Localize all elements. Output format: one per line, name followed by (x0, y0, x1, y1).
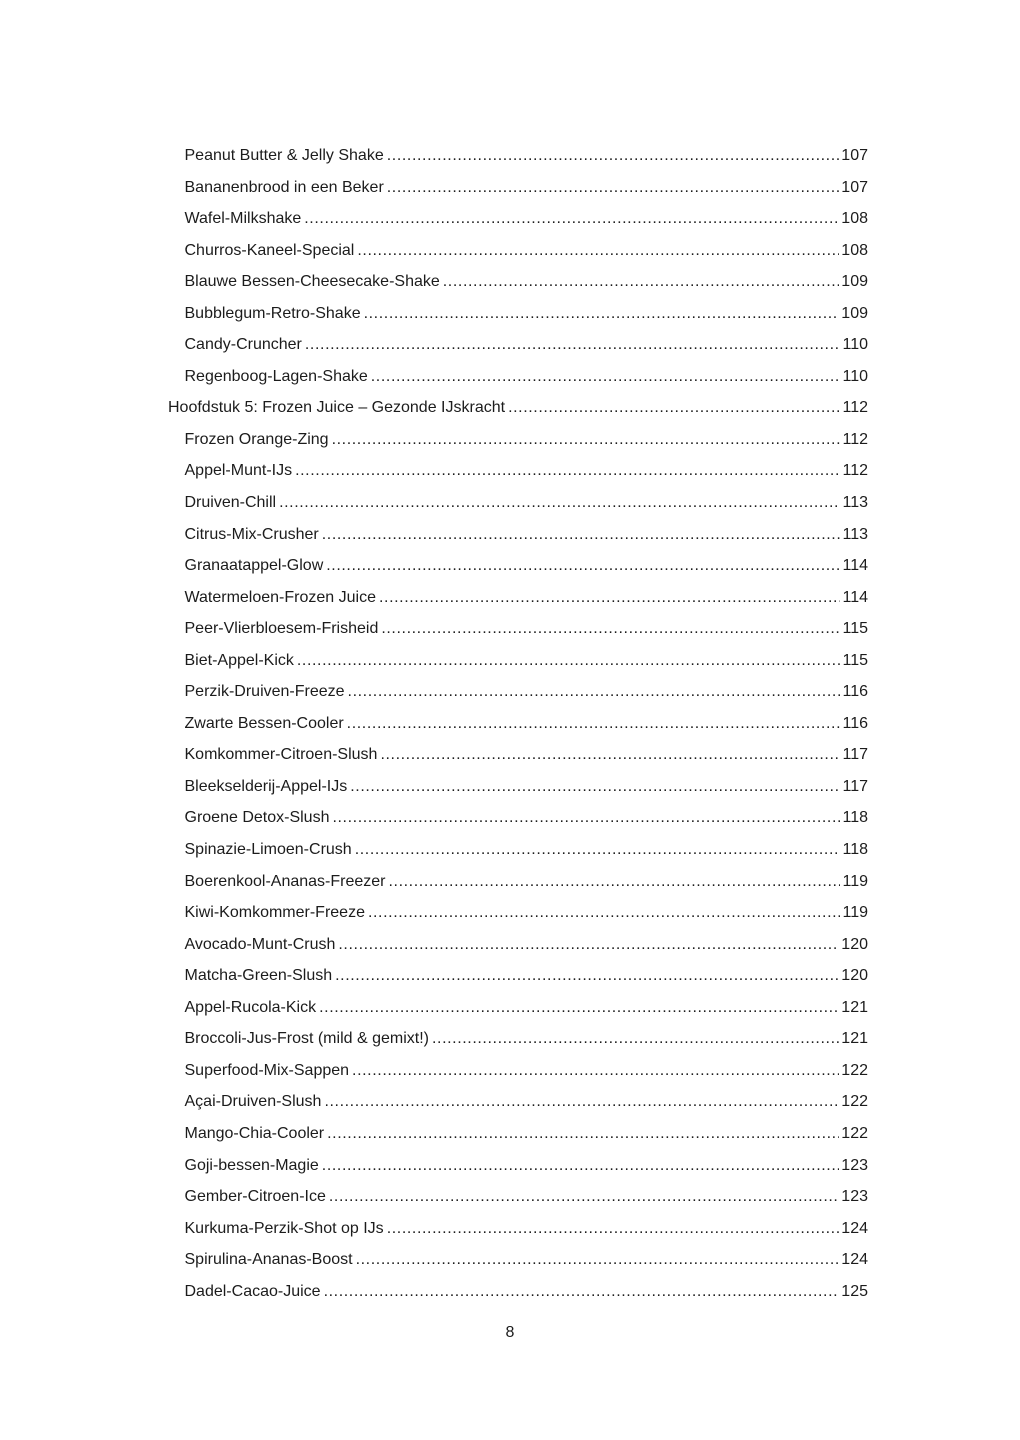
toc-leader-dots (304, 203, 839, 235)
toc-entry (168, 1055, 868, 1087)
toc-entry-page-number: 110 (842, 367, 868, 385)
toc-entry-label: Dadel-Cacao-Juice (184, 1282, 321, 1300)
toc-entry-label: Spirulina-Ananas-Boost (184, 1251, 353, 1269)
toc-entry-page-number: 123 (841, 1188, 868, 1206)
toc-entry (168, 613, 868, 645)
toc-entry-page-number: 122 (841, 1061, 868, 1079)
toc-entry-label: Mango-Chia-Cooler (184, 1124, 325, 1142)
toc-leader-dots (381, 613, 840, 645)
toc-entry-label: Wafel-Milkshake (184, 210, 302, 228)
toc-entry-page-number: 118 (842, 841, 868, 859)
toc-entry-page-number: 120 (841, 967, 868, 985)
toc-entry-page-number: 125 (841, 1282, 868, 1300)
toc-entry-label: Perzik-Druiven-Freeze (184, 683, 345, 701)
toc-leader-dots (352, 1055, 839, 1087)
toc-entry-page-number: 119 (842, 904, 868, 922)
toc-entry-page-number: 110 (842, 336, 868, 354)
toc-leader-dots (347, 708, 841, 740)
toc-entry (168, 676, 868, 708)
toc-entry (168, 992, 868, 1024)
toc-entry-page-number: 113 (842, 494, 868, 512)
toc-entry-label: Goji-bessen-Magie (184, 1156, 319, 1174)
toc-leader-dots (380, 739, 840, 771)
toc-entry-page-number: 118 (842, 809, 868, 827)
toc-leader-dots (356, 1244, 840, 1276)
toc-entry (168, 1023, 868, 1055)
toc-entry (168, 266, 868, 298)
toc-entry (168, 487, 868, 519)
toc-entry (168, 1244, 868, 1276)
toc-entry (168, 298, 868, 330)
toc-leader-dots (305, 329, 841, 361)
toc-leader-dots (350, 771, 840, 803)
toc-entry-label: Zwarte Bessen-Cooler (184, 714, 344, 732)
toc-leader-dots (332, 802, 840, 834)
toc-leader-dots (297, 645, 841, 677)
toc-entry (168, 802, 868, 834)
toc-leader-dots (332, 424, 841, 456)
toc-entry (168, 708, 868, 740)
toc-entry-page-number: 117 (842, 746, 868, 764)
toc-entry (168, 455, 868, 487)
toc-entry-label: Granaatappel-Glow (184, 557, 324, 575)
toc-entry-page-number: 115 (842, 651, 868, 669)
toc-entry (168, 960, 868, 992)
toc-entry-label: Boerenkool-Ananas-Freezer (184, 872, 386, 890)
toc-entry-label: Peer-Vlierbloesem-Frisheid (184, 620, 379, 638)
toc-leader-dots (443, 266, 840, 298)
toc-entry (168, 203, 868, 235)
toc-entry (168, 329, 868, 361)
toc-entry-page-number: 121 (841, 998, 868, 1016)
toc-entry (168, 1181, 868, 1213)
toc-entry-page-number: 123 (841, 1156, 868, 1174)
toc-entry-label: Biet-Appel-Kick (184, 651, 294, 669)
toc-entry-label: Blauwe Bessen-Cheesecake-Shake (184, 273, 440, 291)
toc-entry (168, 424, 868, 456)
toc-entry-label: Watermeloen-Frozen Juice (184, 588, 376, 606)
toc-entry-page-number: 116 (842, 714, 868, 732)
toc-entry (168, 1118, 868, 1150)
toc-entry-page-number: 107 (841, 178, 868, 196)
toc-leader-dots (279, 487, 840, 519)
toc-entry-label: Appel-Rucola-Kick (184, 998, 317, 1016)
toc-leader-dots (379, 582, 841, 614)
toc-entry-page-number: 107 (841, 147, 868, 164)
toc-entry-label: Spinazie-Limoen-Crush (184, 841, 352, 859)
toc-entry (168, 1213, 868, 1245)
toc-entry-page-number: 108 (841, 241, 868, 259)
toc-leader-dots (295, 455, 840, 487)
toc-entry-label: Appel-Munt-IJs (184, 462, 293, 480)
toc-entry-page-number: 124 (841, 1219, 868, 1237)
toc-entry-page-number: 113 (842, 525, 868, 543)
toc-entry (168, 392, 868, 424)
toc-entry-label: Bubblegum-Retro-Shake (184, 304, 361, 322)
toc-entry-page-number: 109 (841, 304, 868, 322)
toc-leader-dots (326, 550, 840, 582)
toc-leader-dots (387, 1213, 840, 1245)
toc-leader-dots (324, 1086, 839, 1118)
toc-entry-page-number: 119 (842, 872, 868, 890)
toc-leader-dots (355, 834, 841, 866)
toc-entry-label: Churros-Kaneel-Special (184, 241, 355, 259)
toc-entry (168, 1150, 868, 1182)
toc-entry (168, 739, 868, 771)
toc-entry-page-number: 115 (842, 620, 868, 638)
toc-entry (168, 582, 868, 614)
toc-entry-page-number: 122 (841, 1093, 868, 1111)
toc-entry-page-number: 117 (842, 777, 868, 795)
toc-entry-label: Matcha-Green-Slush (184, 967, 333, 985)
toc-entry (168, 1276, 868, 1308)
toc-entry-label: Bananenbrood in een Beker (184, 178, 384, 196)
toc-entry-label: Peanut Butter & Jelly Shake (184, 147, 384, 164)
toc-entry (168, 866, 868, 898)
toc-entry-label: Kiwi-Komkommer-Freeze (184, 904, 365, 922)
toc-entry-label: Avocado-Munt-Crush (184, 935, 336, 953)
toc-entry-page-number: 121 (841, 1030, 868, 1048)
toc-leader-dots (319, 992, 839, 1024)
toc-entry-label: Citrus-Mix-Crusher (184, 525, 319, 543)
toc-entry (168, 140, 868, 172)
toc-entry-page-number: 120 (841, 935, 868, 953)
toc-entry-page-number: 114 (842, 557, 868, 575)
toc-leader-dots (389, 866, 841, 898)
toc-entry-page-number: 112 (842, 399, 868, 417)
toc-leader-dots (387, 172, 840, 204)
toc-entry-page-number: 109 (841, 273, 868, 291)
toc-leader-dots (348, 676, 841, 708)
toc-entry (168, 897, 868, 929)
toc-leader-dots (508, 392, 840, 424)
toc-entry-page-number: 108 (841, 210, 868, 228)
toc-leader-dots (368, 897, 841, 929)
toc-entry-label: Komkommer-Citroen-Slush (184, 746, 378, 764)
toc-entry-page-number: 112 (842, 462, 868, 480)
toc-entry-label: Candy-Cruncher (184, 336, 302, 354)
toc-entry-label: Gember-Citroen-Ice (184, 1188, 326, 1206)
toc-leader-dots (322, 519, 841, 551)
toc-entry (168, 929, 868, 961)
toc-leader-dots (432, 1023, 839, 1055)
toc-leader-dots (357, 235, 839, 267)
toc-entry (168, 172, 868, 204)
toc-entry-label: Superfood-Mix-Sappen (184, 1061, 350, 1079)
toc-entry-page-number: 116 (842, 683, 868, 701)
toc-entry (168, 550, 868, 582)
toc-entry-label: Groene Detox-Slush (184, 809, 330, 827)
toc-entry-label: Regenboog-Lagen-Shake (184, 367, 368, 385)
toc-entry-page-number: 124 (841, 1251, 868, 1269)
toc-leader-dots (324, 1276, 840, 1308)
toc-leader-dots (364, 298, 840, 330)
page-footer (0, 1322, 1020, 1344)
toc-entry-label: Bleekselderij-Appel-IJs (184, 777, 348, 795)
toc-entry (168, 834, 868, 866)
toc-entry-label: Frozen Orange-Zing (184, 430, 329, 448)
toc-leader-dots (338, 929, 839, 961)
toc-leader-dots (322, 1150, 840, 1182)
toc-entry (168, 361, 868, 393)
toc-entry-label: Druiven-Chill (184, 494, 277, 512)
toc-leader-dots (387, 140, 840, 172)
footer-page-number: 8 (505, 1324, 515, 1341)
toc-entry (168, 771, 868, 803)
toc-entry-page-number: 122 (841, 1124, 868, 1142)
toc-entry (168, 235, 868, 267)
toc-entry-label: Açai-Druiven-Slush (184, 1093, 322, 1111)
toc-entry-page-number: 112 (842, 430, 868, 448)
toc-entry-label: Kurkuma-Perzik-Shot op IJs (184, 1219, 384, 1237)
table-of-contents (168, 140, 868, 1307)
toc-leader-dots (329, 1181, 839, 1213)
toc-entry-label: Hoofdstuk 5: Frozen Juice – Gezonde IJskracht (168, 399, 506, 417)
toc-leader-dots (335, 960, 839, 992)
toc-leader-dots (371, 361, 841, 393)
toc-entry-page-number: 114 (842, 588, 868, 606)
toc-leader-dots (327, 1118, 839, 1150)
toc-entry (168, 1086, 868, 1118)
toc-entry-label: Broccoli-Jus-Frost (mild & gemixt!) (184, 1030, 429, 1048)
toc-entry (168, 645, 868, 677)
toc-entry (168, 519, 868, 551)
